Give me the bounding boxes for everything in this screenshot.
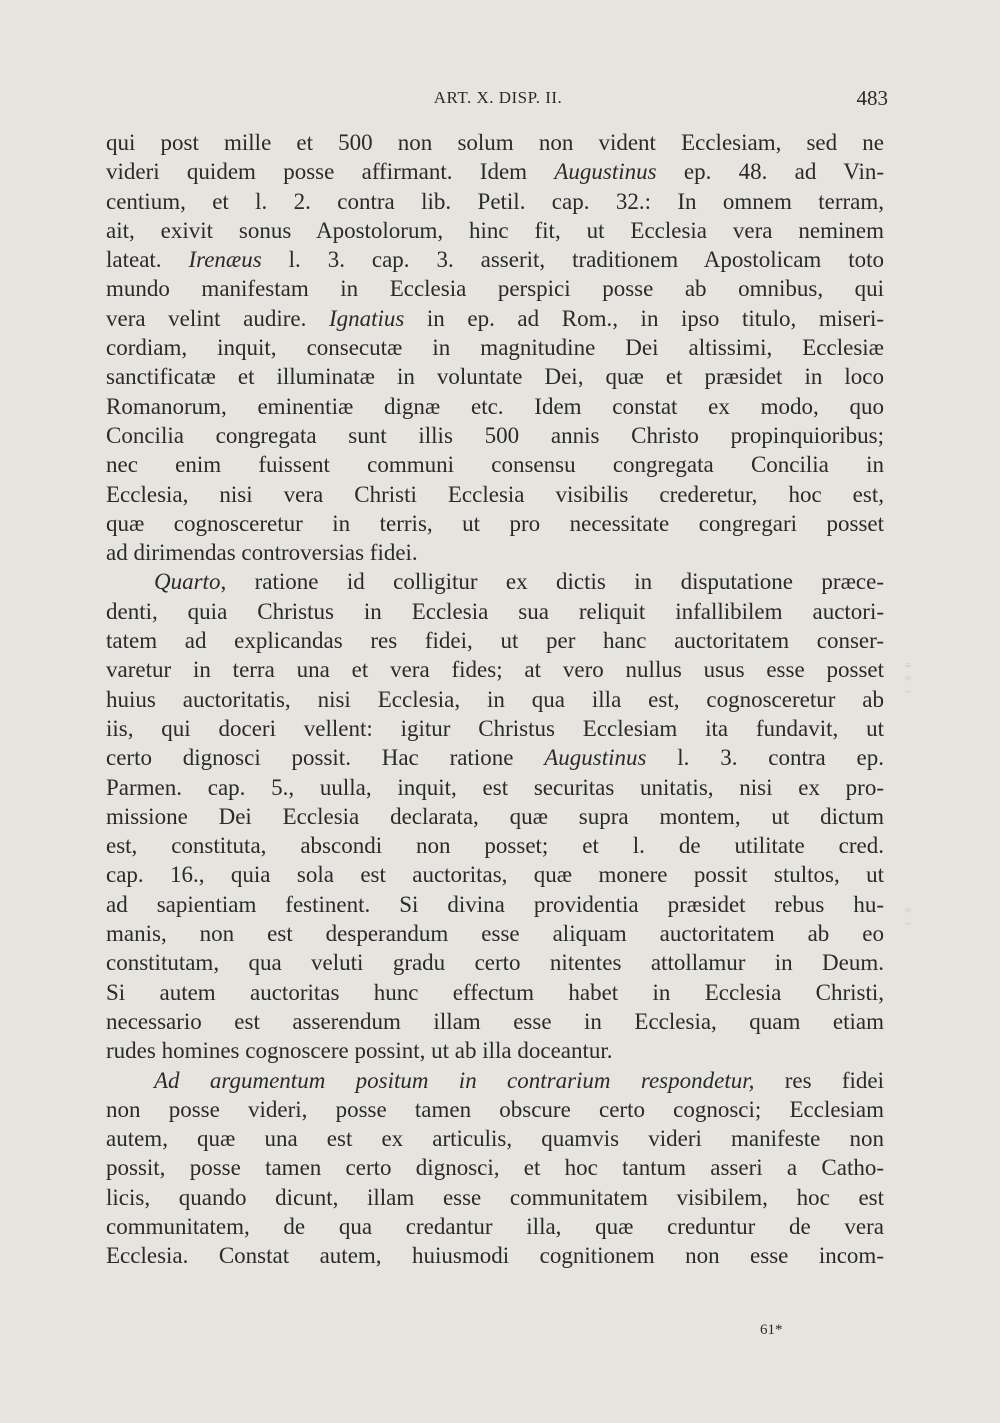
text-segment: communitatem, de qua credantur illa, quæ creduntur de vera: [106, 1213, 884, 1239]
text-line: [106, 187, 884, 216]
text-line: [106, 831, 884, 860]
text-line: [106, 1124, 884, 1153]
text-line: [106, 978, 884, 1007]
text-segment: ad sapientiam festinent. Si divina providentia præsidet rebus hu-: [106, 891, 884, 917]
text-segment: ait, exivit sonus Apostolorum, hinc fit, ut Ecclesia vera neminem: [106, 217, 884, 243]
body-text: [106, 128, 884, 1271]
text-line: [106, 362, 884, 391]
text-line: [106, 509, 884, 538]
text-segment: autem, quæ una est ex articulis, quamvis videri manifeste non: [106, 1126, 884, 1152]
text-segment: missione Dei Ecclesia declarata, quæ supra montem, ut dictum: [106, 803, 884, 829]
text-line: [106, 1183, 884, 1212]
text-segment: Concilia congregata sunt illis 500 annis Christo propinquioribus;: [106, 422, 884, 448]
text-segment: qui post mille et 500 non solum non vident Ecclesiam, sed ne: [106, 130, 884, 155]
text-line: [106, 1095, 884, 1124]
italic-text-segment: Quarto: [154, 569, 221, 595]
running-title: ART. X. DISP. II.: [433, 88, 563, 107]
text-line: [106, 538, 884, 567]
text-line: [106, 1153, 884, 1182]
italic-text-segment: Augustinus: [544, 745, 647, 771]
text-line: [106, 333, 884, 362]
text-line: [106, 480, 884, 509]
text-segment: quæ cognosceretur in terris, ut pro necessitate congregari posset: [106, 510, 884, 536]
text-line: [106, 685, 884, 714]
text-segment: Si autem auctoritas hunc effectum habet in Ecclesia Christi,: [106, 979, 884, 1005]
text-segment: cap. 16., quia sola est auctoritas, quæ monere possit stultos, ut: [106, 862, 884, 888]
text-segment: est, constituta, abscondi non posset; et l. de utilitate cred.: [106, 833, 884, 859]
text-segment: licis, quando dicunt, illam esse communitatem visibilem, hoc est: [106, 1184, 884, 1210]
text-line: [106, 860, 884, 889]
text-line: [106, 1241, 884, 1270]
text-segment: cordiam, inquit, consecutæ in magnitudine Dei altissimi, Ecclesiæ: [106, 335, 884, 361]
text-segment: vera velint audire.: [106, 305, 329, 331]
text-segment: iis, qui doceri vellent: igitur Christus Ecclesiam ita fundavit, ut: [106, 715, 884, 741]
text-segment: certo dignosci possit. Hac ratione: [106, 745, 545, 771]
text-segment: videri quidem posse affirmant. Idem: [106, 159, 555, 185]
text-segment: denti, quia Christus in Ecclesia sua reliquit infallibilem auctori-: [106, 598, 884, 624]
text-segment: l. 3. contra ep.: [646, 745, 884, 771]
text-line: [106, 802, 884, 831]
text-line: [106, 1036, 884, 1065]
signature-mark: 61*: [760, 1322, 783, 1338]
text-line: [106, 157, 884, 186]
text-segment: nec enim fuissent communi consensu congregata Concilia in: [106, 452, 884, 478]
text-segment: lateat.: [106, 247, 189, 273]
text-line: [106, 392, 884, 421]
text-line: [106, 274, 884, 303]
text-segment: varetur in terra una et vera fides; at vero nullus usus esse posset: [106, 657, 884, 683]
text-segment: l. 3. cap. 3. asserit, traditionem Apostolicam toto: [261, 247, 884, 273]
text-line: [106, 450, 884, 479]
page-number: 483: [856, 86, 888, 110]
text-line: [106, 216, 884, 245]
text-segment: Parmen. cap. 5., uulla, inquit, est securitas unitatis, nisi ex pro-: [106, 774, 884, 800]
italic-text-segment: Irenæus: [188, 247, 262, 273]
text-line: [106, 890, 884, 919]
italic-text-segment: Ignatius: [328, 305, 405, 331]
text-line: [106, 626, 884, 655]
text-segment: manis, non est desperandum esse aliquam auctoritatem ab eo: [106, 921, 884, 947]
text-line: [106, 597, 884, 626]
text-line: [106, 1007, 884, 1036]
text-line: [106, 1066, 884, 1095]
italic-text-segment: Ad argumentum positum in contrarium respondetur,: [154, 1067, 755, 1093]
italic-text-segment: Augustinus: [554, 159, 657, 185]
running-head: [108, 84, 888, 114]
text-segment: in ep. ad Rom., in ipso titulo, miseri-: [404, 305, 884, 331]
text-line: [106, 567, 884, 596]
text-segment: rudes homines cognoscere possint, ut ab illa doceantur.: [106, 1038, 613, 1064]
bleed-through-mark: ≈ ~: [905, 905, 912, 930]
text-segment: possit, posse tamen certo dignosci, et hoc tantum asseri a Catho-: [106, 1155, 884, 1181]
text-line: [106, 773, 884, 802]
text-segment: sanctificatæ et illuminatæ in voluntate Dei, quæ et præsidet in loco: [106, 364, 884, 390]
text-segment: Ecclesia, nisi vera Christi Ecclesia visibilis crederetur, hoc est,: [106, 481, 884, 507]
text-segment: non posse videri, posse tamen obscure certo cognosci; Ecclesiam: [106, 1096, 884, 1122]
text-segment: tatem ad explicandas res fidei, ut per hanc auctoritatem conser-: [106, 628, 884, 654]
text-line: [106, 655, 884, 684]
text-segment: res fidei: [754, 1067, 884, 1093]
text-line: [106, 743, 884, 772]
text-line: [106, 919, 884, 948]
text-line: [106, 714, 884, 743]
text-segment: Romanorum, eminentiæ dignæ etc. Idem constat ex modo, quo: [106, 393, 884, 419]
text-line: [106, 421, 884, 450]
text-segment: Ecclesia. Constat autem, huiusmodi cognitionem non esse incom-: [106, 1243, 884, 1269]
bleed-through-mark: ≡ ≈ ~: [905, 660, 912, 698]
text-line: [106, 948, 884, 977]
text-segment: ad dirimendas controversias fidei.: [106, 540, 418, 566]
text-segment: ep. 48. ad Vin-: [656, 159, 884, 185]
text-line: [106, 1212, 884, 1241]
text-line: [106, 128, 884, 157]
text-line: [106, 304, 884, 333]
text-segment: necessario est asserendum illam esse in Ecclesia, quam etiam: [106, 1008, 884, 1034]
text-segment: mundo manifestam in Ecclesia perspici posse ab omnibus, qui: [106, 276, 884, 302]
text-segment: huius auctoritatis, nisi Ecclesia, in qua illa est, cognosceretur ab: [106, 686, 884, 712]
text-segment: constitutam, qua veluti gradu certo nitentes attollamur in Deum.: [106, 950, 884, 976]
text-line: [106, 245, 884, 274]
text-segment: centium, et l. 2. contra lib. Petil. cap. 32.: In omnem terram,: [106, 188, 884, 214]
text-segment: , ratione id colligitur ex dictis in disputatione præce-: [220, 569, 884, 595]
